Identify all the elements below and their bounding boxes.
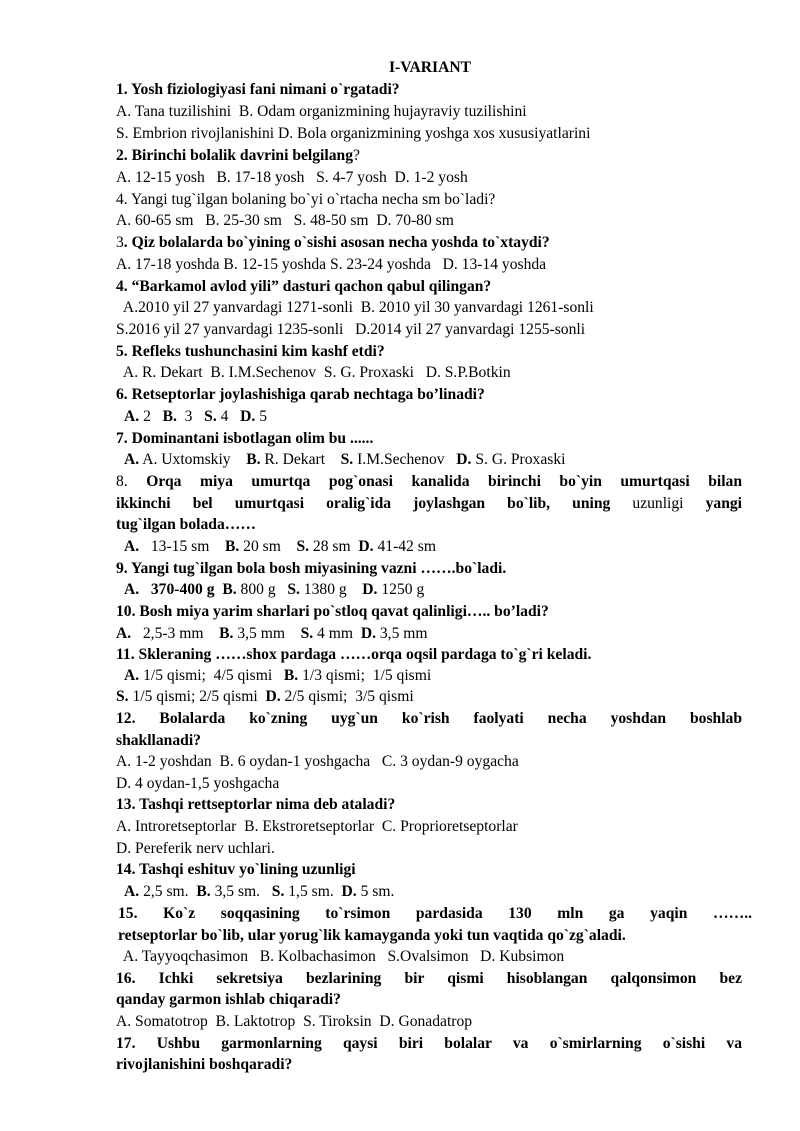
option-a-label: A.	[124, 408, 140, 425]
option-a-text: 13-15 sm	[139, 538, 225, 555]
option-b-label: B.	[246, 451, 261, 468]
option-s-label: S.	[116, 688, 129, 705]
question-8-line-1	[116, 472, 742, 492]
option-d-text: 5	[255, 408, 268, 425]
question-4-height: 4. Yangi tug`ilgan bolaning bo`yi o`rtacha necha sm bo`ladi?	[116, 191, 496, 208]
option-s-text: 1,5 sm.	[284, 883, 342, 900]
question-5-options: A. R. Dekart B. I.M.Sechenov S. G. Proxaski D. S.P.Botkin	[116, 364, 511, 381]
option-d-text: S. G. Proxaski	[471, 451, 566, 468]
option-d-label: D.	[341, 883, 357, 900]
option-b-label: B.	[219, 625, 234, 642]
question-3-options: A. 17-18 yoshda B. 12-15 yoshda S. 23-24 yoshda D. 13-14 yoshda	[116, 256, 547, 273]
question-16-line-2: qanday garmon ishlab chiqaradi?	[116, 991, 341, 1008]
option-a-text: 2,5 sm.	[139, 883, 197, 900]
option-a-label: A.	[124, 451, 140, 468]
question-4-program-options-line-2: S.2016 yil 27 yanvardagi 1235-sonli D.2014 yil 27 yanvardagi 1255-sonli	[116, 321, 586, 338]
question-10: 10. Bosh miya yarim sharlari po`stloq qavat qalinligi….. bo’ladi?	[116, 603, 549, 620]
option-s-text: 4	[216, 408, 241, 425]
option-a-label: A.	[124, 538, 140, 555]
question-9: 9. Yangi tug`ilgan bola bosh miyasining vazni …….bo`ladi.	[116, 560, 507, 577]
question-1: 1. Yosh fiziologiyasi fani nimani o`rgatadi?	[116, 81, 400, 98]
option-b-text: 20 sm	[239, 538, 297, 555]
option-s-text: 28 sm	[309, 538, 359, 555]
question-7-options	[124, 450, 565, 470]
question-14-options	[124, 882, 394, 902]
question-17-line-1: 17. Ushbu garmonlarning qaysi biri bolalar va o`smirlarning o`sishi va	[116, 1035, 742, 1052]
question-14: 14. Tashqi eshituv yo`lining uzunligi	[116, 861, 356, 878]
option-b-text: 3,5 sm.	[210, 883, 272, 900]
option-a-label: A.	[116, 625, 132, 642]
question-16-options: A. Somatotrop B. Laktotrop S. Tiroksin D. Gonadatrop	[116, 1013, 473, 1030]
question-2	[116, 146, 360, 166]
option-b-label: B.	[222, 581, 237, 598]
option-d-text: 3,5 mm	[375, 625, 428, 642]
option-d-label: D.	[362, 581, 378, 598]
option-b-text: 800 g	[236, 581, 288, 598]
option-s-label: S.	[204, 408, 217, 425]
option-s-label: S.	[271, 883, 285, 900]
question-4-height-options: A. 60-65 sm B. 25-30 sm S. 48-50 sm D. 70-80 sm	[116, 212, 454, 229]
question-8-line-2	[116, 494, 742, 514]
option-a-text: 2,5-3 mm	[131, 625, 220, 642]
option-b-text: 3	[176, 408, 205, 425]
question-13: 13. Tashqi rettseptorlar nima deb ataladi?	[116, 796, 396, 813]
question-3	[116, 233, 550, 253]
option-s-label: S.	[340, 451, 354, 468]
option-b-label: B.	[283, 667, 299, 684]
option-s-text: 1380 g	[299, 581, 363, 598]
question-11: 11. Skleraning ……shox pardaga ……orqa oqsil pardaga to`g`ri keladi.	[116, 646, 592, 663]
option-a-text: A. Uxtomskiy	[139, 451, 247, 468]
question-9-options	[124, 580, 424, 600]
option-d-label: D.	[456, 451, 472, 468]
question-15-line-1: 15. Ko`z soqqasining to`rsimon pardasida 130 mln ga yaqin ……..	[118, 905, 752, 922]
question-4-program-options-line-1: A.2010 yil 27 yanvardagi 1271-sonli B. 2010 yil 30 yanvardagi 1261-sonli	[116, 299, 594, 316]
page-title: I-VARIANT	[388, 59, 472, 76]
option-b-text: 3,5 mm	[233, 625, 301, 642]
question-16-line-1: 16. Ichki sekretsiya bezlarining bir qismi hisoblangan qalqonsimon bez	[116, 970, 742, 987]
question-6-options	[124, 407, 267, 427]
question-8-text-2: ikkinchi bel umurtqasi oralig`ida joylashgan bo`lib, uning	[116, 495, 633, 512]
question-7: 7. Dominantani isbotlagan olim bu ......	[116, 430, 374, 447]
question-3-text: . Qiz bolalarda bo`yining o`sishi asosan necha yoshda to`xtaydi?	[123, 234, 550, 251]
question-2-text: 2. Birinchi bolalik davrini belgilang	[116, 147, 353, 164]
question-8-number: 8.	[116, 473, 147, 490]
option-a-text: 1/5 qismi; 4/5 qismi	[139, 667, 284, 684]
option-b-text: R. Dekart	[260, 451, 341, 468]
question-13-options-line-2: D. Pereferik nerv uchlari.	[116, 840, 275, 857]
question-2-options: A. 12-15 yosh B. 17-18 yosh S. 4-7 yosh D. 1-2 yosh	[116, 169, 468, 186]
option-d-text: 1250 g	[377, 581, 425, 598]
option-s-text: I.M.Sechenov	[353, 451, 457, 468]
question-15-options: A. Tayyoqchasimon B. Kolbachasimon S.Ovalsimon D. Kubsimon	[116, 948, 565, 965]
option-d-text: 5 sm.	[356, 883, 395, 900]
question-1-options-line-1: A. Tana tuzilishini B. Odam organizmining hujayraviy tuzilishini	[116, 103, 527, 120]
option-d-label: D.	[265, 688, 281, 705]
question-8-options	[124, 537, 436, 557]
question-11-options-line-2	[116, 687, 414, 707]
question-12-options-line-1: A. 1-2 yoshdan B. 6 oydan-1 yoshgacha C. 3 oydan-9 oygacha	[116, 753, 519, 770]
option-a-label: A.	[124, 667, 140, 684]
option-d-label: D.	[240, 408, 256, 425]
option-d-text: 2/5 qismi; 3/5 qismi	[280, 688, 414, 705]
option-s-text: 1/5 qismi; 2/5 qismi	[128, 688, 266, 705]
option-b-text: 1/3 qismi; 1/5 qismi	[298, 667, 432, 684]
option-d-text: 41-42 sm	[373, 538, 436, 555]
question-4-program: 4. “Barkamol avlod yili” dasturi qachon qabul qilingan?	[116, 278, 492, 295]
question-8-line-3: tug`ilgan bolada……	[116, 516, 256, 533]
question-10-options	[116, 624, 428, 644]
option-d-label: D.	[360, 625, 376, 642]
question-8-text-normal: uzunligi	[632, 495, 684, 512]
question-5: 5. Refleks tushunchasini kim kashf etdi?	[116, 343, 385, 360]
question-12-line-1: 12. Bolalarda ko`zning uyg`un ko`rish faolyati necha yoshdan boshlab	[116, 710, 742, 727]
question-12-options-line-2: D. 4 oydan-1,5 yoshgacha	[116, 775, 280, 792]
question-1-options-line-2: S. Embrion rivojlanishini D. Bola organizmining yoshga xos xususiyatlarini	[116, 125, 591, 142]
question-12-line-2: shakllanadi?	[116, 732, 201, 749]
question-8-text: Orqa miya umurtqa pog`onasi kanalida birinchi bo`yin umurtqasi bilan	[146, 473, 743, 490]
question-15-line-2: retseptorlar bo`lib, ular yorug`lik kamayganda yoki tun vaqtida qo`zg`aladi.	[118, 927, 626, 944]
question-8-text-end: yangi	[683, 495, 742, 512]
option-s-label: S.	[296, 538, 310, 555]
option-a-label: A.	[124, 883, 140, 900]
question-11-options-line-1	[124, 666, 431, 686]
option-b-label: B.	[224, 538, 240, 555]
question-17-line-2: rivojlanishini boshqaradi?	[116, 1056, 293, 1073]
question-13-options-line-1: A. Introretseptorlar B. Ekstroretseptorlar C. Proprioretseptorlar	[116, 818, 518, 835]
question-6: 6. Retseptorlar joylashishiga qarab nechtaga bo’linadi?	[116, 386, 485, 403]
question-2-mark: ?	[353, 147, 360, 164]
option-b-label: B.	[196, 883, 211, 900]
option-s-text: 4 mm	[313, 625, 361, 642]
option-d-label: D.	[358, 538, 374, 555]
option-s-label: S.	[300, 625, 314, 642]
option-a-answer: A. 370-400 g	[124, 581, 215, 598]
option-b-label: B.	[162, 408, 177, 425]
option-s-label: S.	[287, 581, 300, 598]
question-3-number: 3	[116, 234, 124, 251]
option-a-text: 2	[139, 408, 163, 425]
